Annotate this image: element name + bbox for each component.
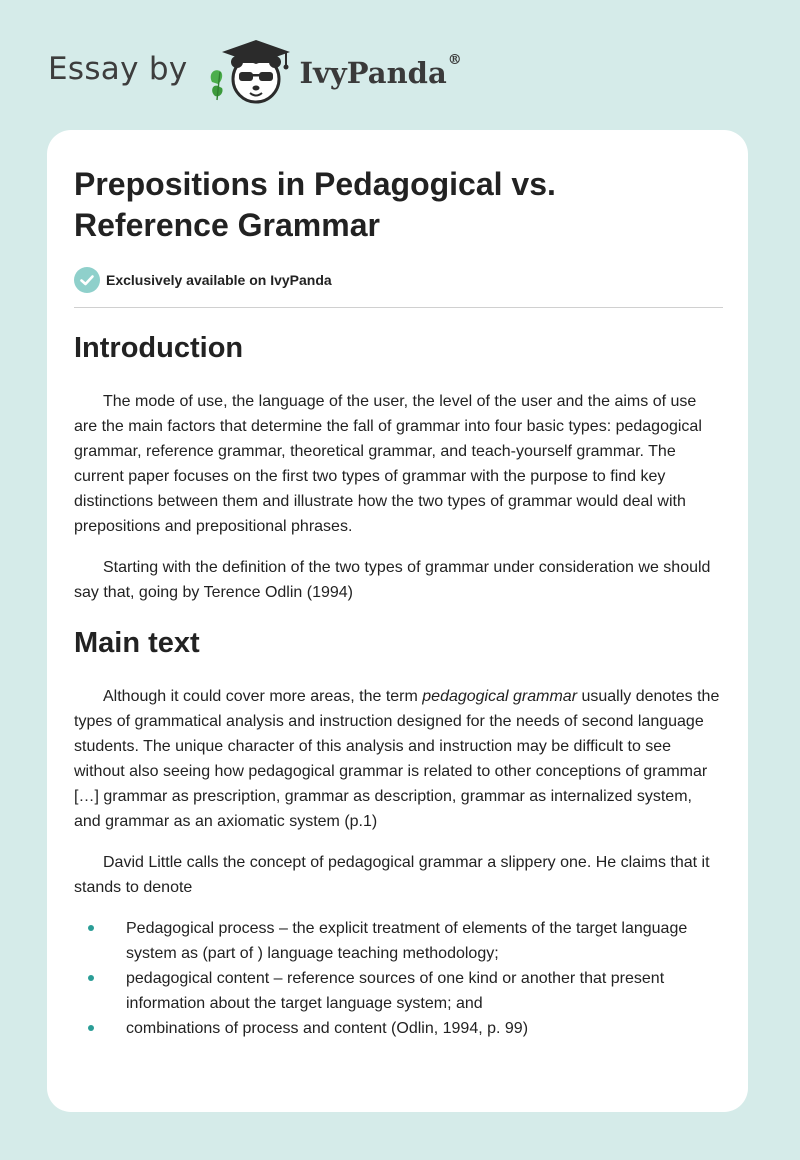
title-divider	[74, 307, 723, 308]
registered-mark: ®	[447, 52, 462, 68]
intro-heading: Introduction	[74, 332, 244, 364]
check-circle-icon	[74, 267, 100, 293]
site-header	[48, 34, 462, 110]
bullet-list	[74, 916, 723, 1041]
list-item: combinations of process and content (Odlin, 1994, p. 99)	[74, 1016, 723, 1041]
exclusive-badge-text: Exclusively available on IvyPanda	[106, 272, 332, 288]
panda-graduate-logo-icon[interactable]	[206, 34, 294, 110]
bullet-dot-icon	[88, 925, 94, 931]
main-paragraph-1: Although it could cover more areas, the term pedagogical grammar usually denotes the types of grammatical analysis and instruction designed for the needs of second language students. The unique character of this analysis and instruction may be difficult to see without also seeing how pedagogical grammar is related to other conceptions of grammar […] grammar as prescription, grammar as description, grammar as internalized system, and grammar as an axiomatic system (p.1)	[74, 688, 720, 830]
exclusive-badge	[74, 266, 723, 294]
list-item: Pedagogical process – the explicit treatment of elements of the target language system as (part of ) language teaching methodology;	[74, 916, 723, 966]
article-card	[47, 130, 748, 1112]
main-paragraph-2: David Little calls the concept of pedagogical grammar a slippery one. He claims that it stands to denote	[74, 854, 710, 896]
article-content	[74, 164, 723, 1041]
emphasis-term: pedagogical grammar	[422, 688, 578, 705]
list-item: pedagogical content – reference sources of one kind or another that present information about the target language system; and	[74, 966, 723, 1016]
intro-paragraph-1: The mode of use, the language of the user, the level of the user and the aims of use are the main factors that determine the fall of grammar into four basic types: pedagogical grammar, reference grammar, theoretical grammar, and teach-yourself grammar. The current paper focuses on the first two types of grammar with the purpose to find key distinctions between them and illustrate how the two types of grammar would deal with prepositions and prepositional phrases.	[74, 393, 702, 535]
main-text-heading: Main text	[74, 627, 200, 659]
article-title: Prepositions in Pedagogical vs. Reference Grammar	[74, 166, 556, 243]
intro-paragraph-2: Starting with the definition of the two types of grammar under consideration we should say that, going by Terence Odlin (1994)	[74, 559, 711, 601]
brand-name[interactable]: IvyPanda®	[299, 52, 462, 90]
bullet-dot-icon	[88, 975, 94, 981]
bullet-dot-icon	[88, 1025, 94, 1031]
essay-by-label: Essay by	[48, 51, 188, 87]
